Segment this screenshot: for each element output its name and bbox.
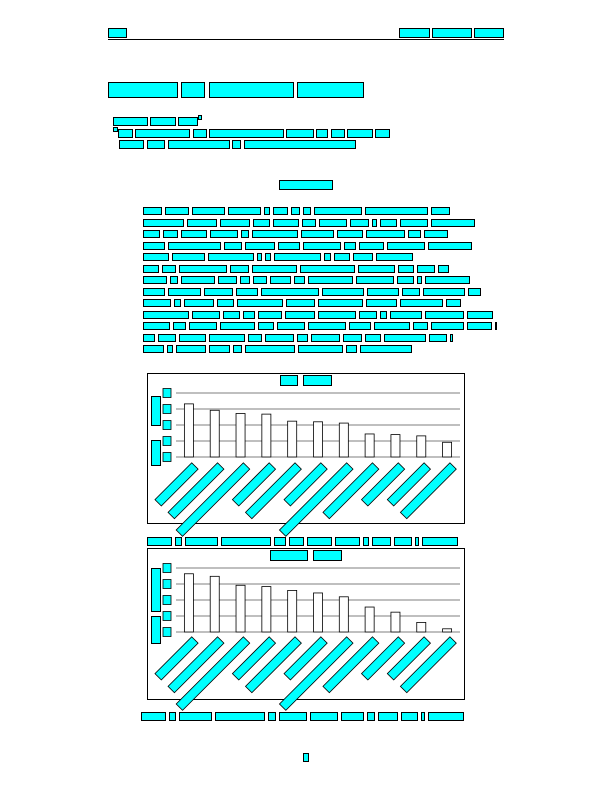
y-tick-label	[163, 564, 171, 573]
bar	[365, 607, 374, 632]
bar	[184, 574, 193, 632]
y-tick-label	[163, 628, 171, 637]
figure-2-caption-words	[141, 712, 471, 721]
caption-2-word	[378, 712, 398, 721]
bar	[262, 587, 271, 632]
bar	[417, 622, 426, 632]
bar	[313, 593, 322, 632]
bar	[236, 585, 245, 632]
caption-2-word	[367, 712, 375, 721]
caption-2-word	[421, 712, 425, 721]
caption-2-word	[401, 712, 418, 721]
caption-2-word	[179, 712, 212, 721]
caption-2-word	[279, 712, 307, 721]
bar	[210, 576, 219, 632]
y-tick-label	[163, 596, 171, 605]
bar	[391, 612, 400, 632]
bar	[288, 590, 297, 632]
caption-2-word	[341, 712, 364, 721]
caption-2-word	[169, 712, 176, 721]
caption-2-word	[310, 712, 338, 721]
y-tick-label	[163, 580, 171, 589]
bar	[443, 629, 452, 632]
y-tick-label	[163, 612, 171, 621]
caption-2-word	[268, 712, 276, 721]
page-number	[303, 753, 309, 762]
caption-2-word	[215, 712, 265, 721]
bar	[339, 597, 348, 632]
caption-2-word	[141, 712, 166, 721]
caption-2-word	[428, 712, 464, 721]
